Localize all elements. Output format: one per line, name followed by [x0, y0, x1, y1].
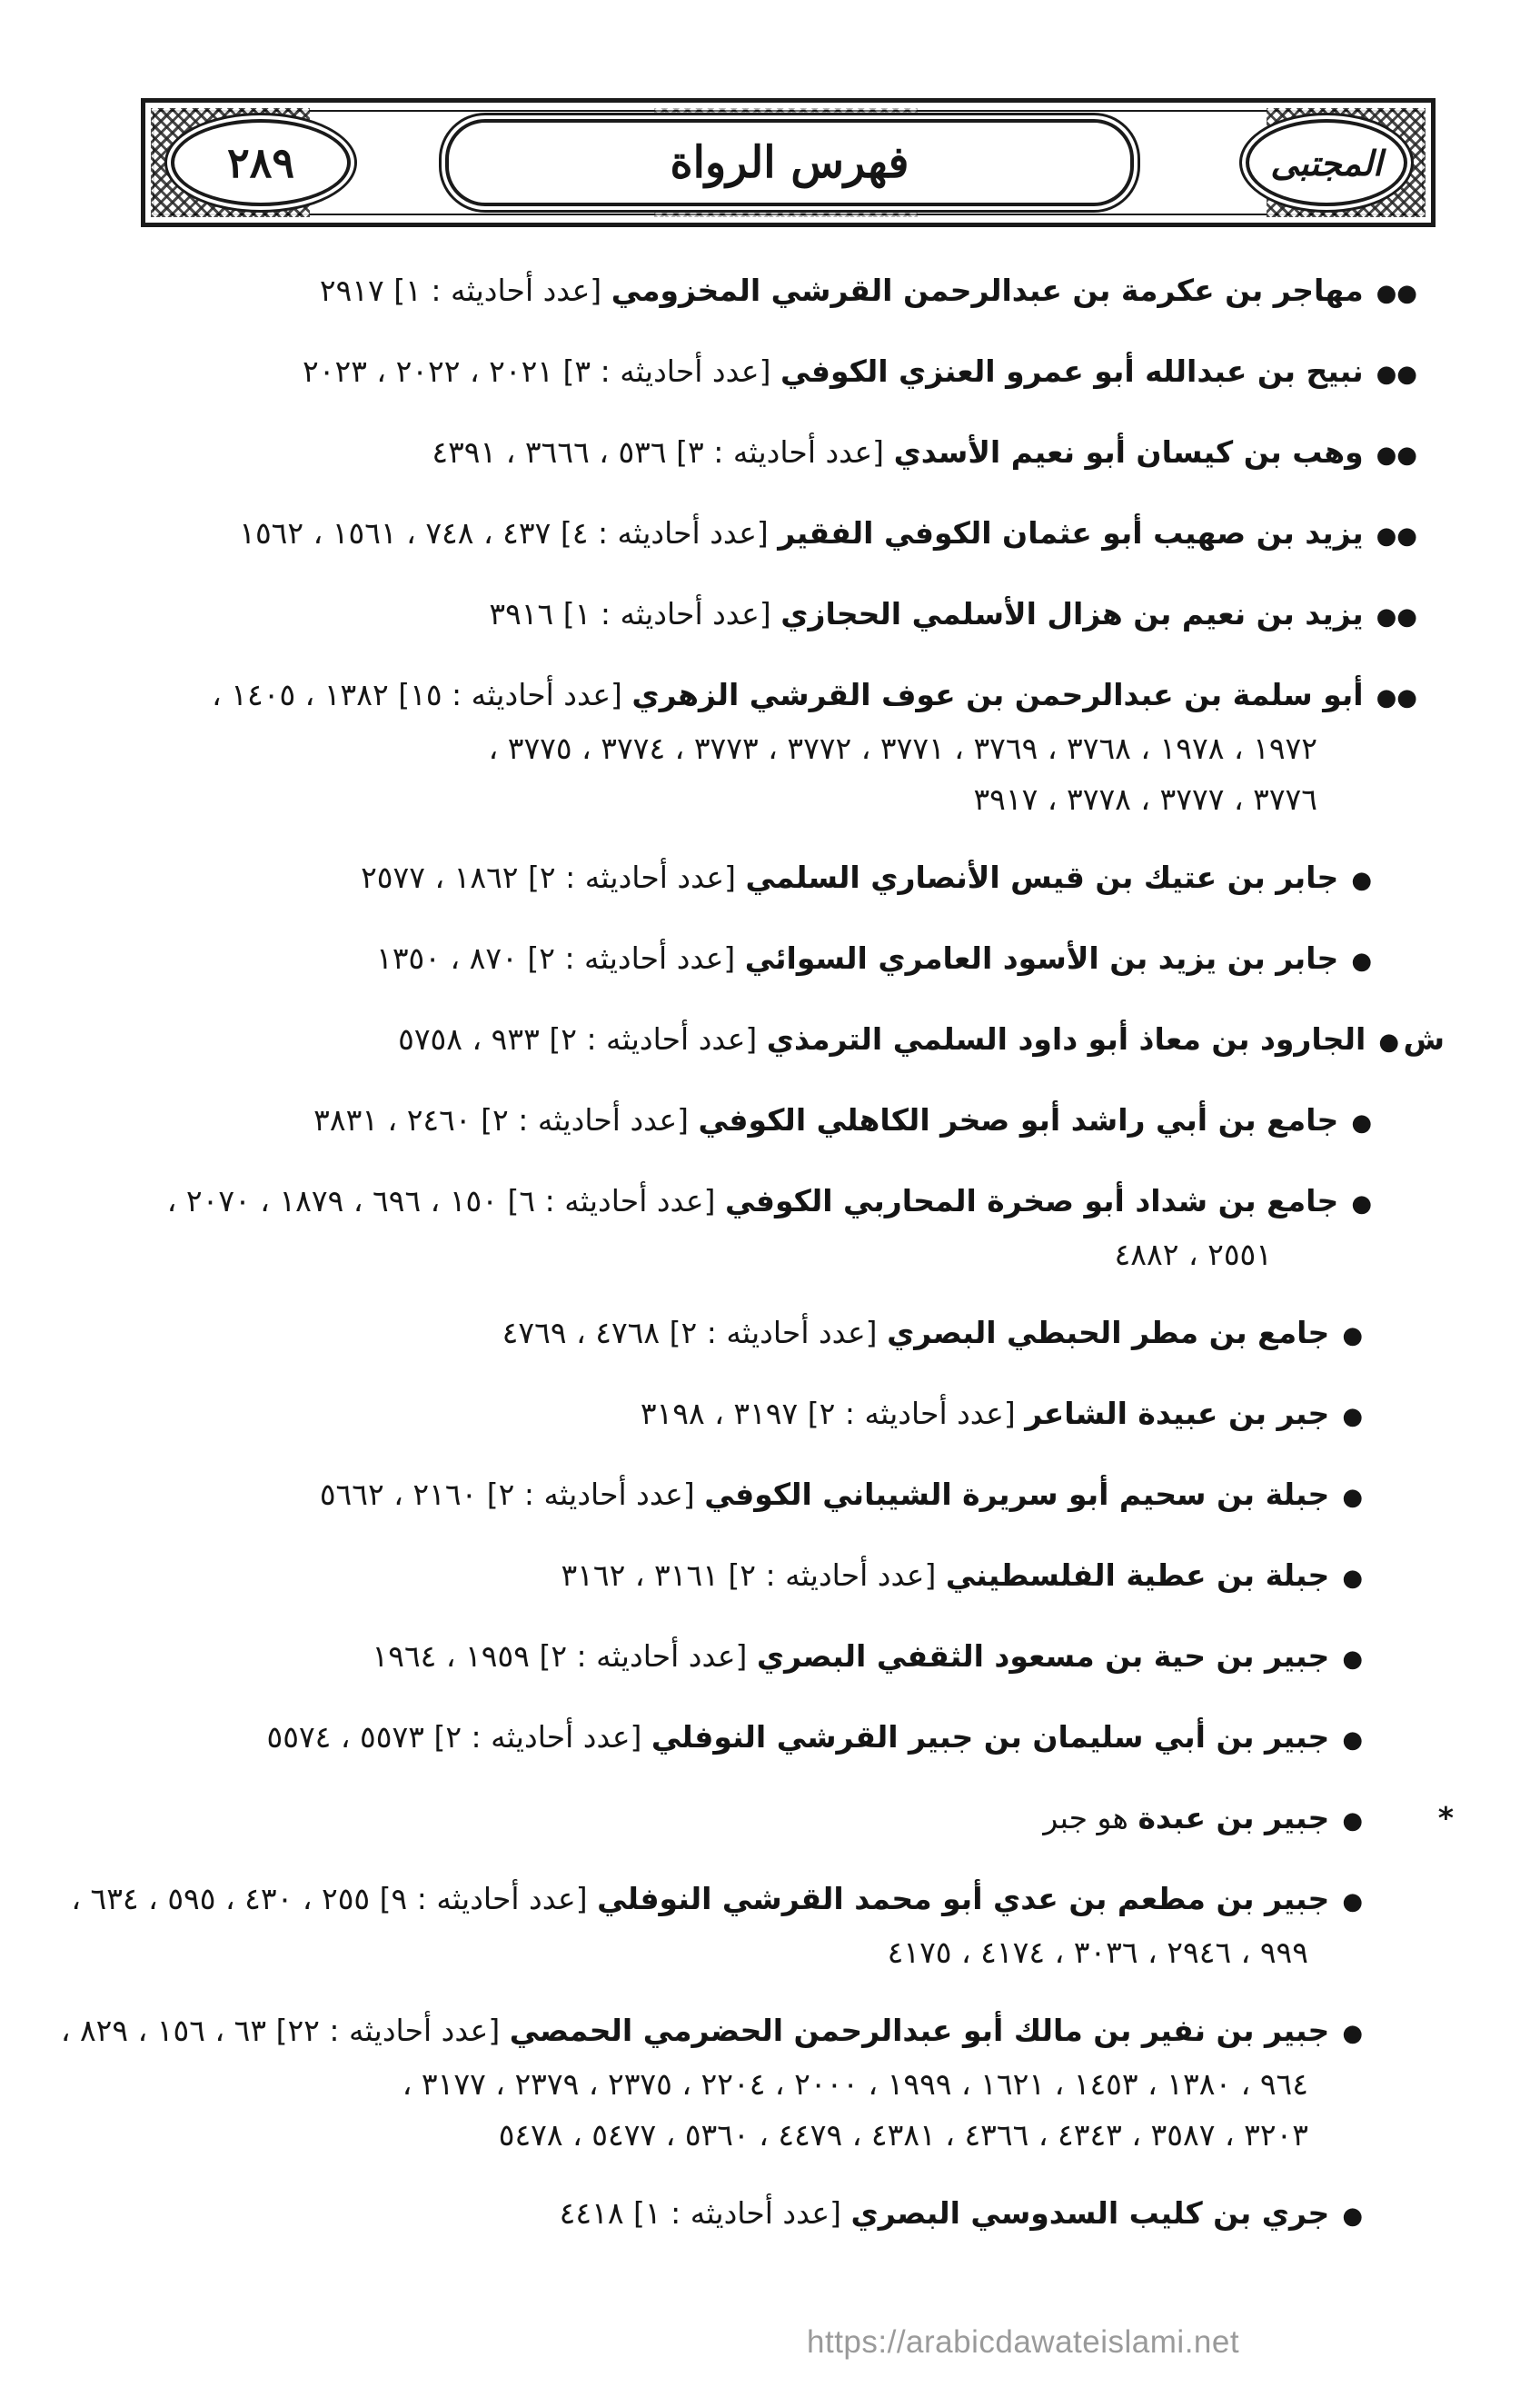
narrator-name: جبير بن مطعم بن عدي أبو محمد القرشي النوفلي: [597, 1881, 1330, 1916]
bullet-icon: ●●: [1376, 361, 1417, 388]
list-item: [109, 1712, 1417, 1765]
hadith-refs: ٨٧٠ ، ١٣٥٠: [376, 940, 518, 976]
hadith-count: [عدد أحاديثه : ١٥]: [398, 677, 622, 712]
hadith-count: [عدد أحاديثه : ٢]: [486, 1477, 695, 1512]
hadith-count: [عدد أحاديثه : ٢]: [528, 860, 736, 895]
narrator-index-list: [60, 265, 1454, 2269]
bullet-icon: ●: [1342, 1403, 1363, 1430]
list-item: [109, 589, 1417, 642]
hadith-refs: ٤٤١٨: [559, 2195, 624, 2231]
hadith-count: [عدد أحاديثه : ٤]: [560, 515, 769, 551]
list-item: [109, 670, 1417, 825]
list-item: [109, 1308, 1417, 1361]
page-header-banner: [141, 98, 1436, 227]
bullet-icon: ●●: [1376, 684, 1417, 711]
list-item: [109, 346, 1417, 400]
bullet-icon: ●●: [1376, 603, 1417, 631]
narrator-name: جبير بن حية بن مسعود الثقفي البصري: [756, 1638, 1330, 1674]
hadith-refs: ٩٣٣ ، ٥٧٥٨: [398, 1021, 540, 1057]
bullet-icon: ●●: [1376, 522, 1417, 550]
bullet-icon: ●: [1378, 1029, 1399, 1056]
hadith-refs: ٥٥٧٣ ، ٥٥٧٤: [266, 1719, 424, 1755]
narrator-name: نبيح بن عبدالله أبو عمرو العنزي الكوفي: [780, 353, 1364, 389]
hadith-refs: ٣١٦١ ، ٣١٦٢: [561, 1557, 719, 1593]
hadith-count: [عدد أحاديثه : ١]: [633, 2195, 841, 2231]
list-item: [109, 852, 1417, 906]
list-item: [109, 1095, 1417, 1149]
narrator-name: يزيد بن نعيم بن هزال الأسلمي الحجازي: [780, 596, 1364, 632]
bullet-icon: ●: [1351, 1109, 1372, 1137]
hadith-refs: ٤٧٦٨ ، ٤٧٦٩: [502, 1315, 661, 1350]
entry-marker: ش: [1403, 1021, 1445, 1057]
hadith-count: [عدد أحاديثه : ٢٢]: [275, 2013, 501, 2048]
page-number-cartouche: [171, 119, 351, 206]
bullet-icon: ●●: [1376, 280, 1417, 307]
narrator-name: وهب بن كيسان أبو نعيم الأسدي: [893, 434, 1364, 470]
bullet-icon: ●: [1342, 1726, 1363, 1754]
bullet-icon: ●●: [1376, 442, 1417, 469]
list-item: [109, 933, 1417, 987]
list-item: [109, 1014, 1445, 1068]
bullet-icon: ●: [1351, 867, 1372, 894]
narrator-name: جبير بن عبدة: [1138, 1800, 1330, 1835]
narrator-name: جبلة بن سحيم أبو سريرة الشيباني الكوفي: [704, 1477, 1330, 1512]
list-item: [109, 1550, 1417, 1604]
narrator-name: جامع بن شداد أبو صخرة المحاربي الكوفي: [724, 1183, 1339, 1218]
website-watermark: https://arabicdawateislami.net: [807, 2324, 1240, 2360]
hadith-refs: ٤٣٧ ، ٧٤٨ ، ١٥٦١ ، ١٥٦٢: [239, 515, 551, 551]
list-item: [109, 1176, 1417, 1280]
hadith-refs: ٢١٦٠ ، ٥٦٦٢: [319, 1477, 478, 1512]
narrator-name: مهاجر بن عكرمة بن عبدالرحمن القرشي المخزومي: [611, 273, 1364, 308]
narrator-name: جبير بن نفير بن مالك أبو عبدالرحمن الحضرمي الحمصي: [509, 2013, 1330, 2048]
narrator-name: جامع بن مطر الحبطي البصري: [887, 1315, 1330, 1350]
list-item: [109, 508, 1417, 562]
section-title: فهرس الرواة: [670, 137, 909, 188]
hadith-refs-continued: ٢٥٥١ ، ٤٨٨٢: [1114, 1237, 1272, 1272]
list-item: [109, 1388, 1417, 1442]
book-logo: المجتبى: [1270, 142, 1383, 184]
hadith-refs-continued: ٩٩٩ ، ٢٩٤٦ ، ٣٠٣٦ ، ٤١٧٤ ، ٤١٧٥: [887, 1934, 1308, 1970]
page-number: ٢٨٩: [226, 138, 295, 187]
list-item: [109, 1793, 1454, 1846]
hadith-count: [عدد أحاديثه : ٣]: [562, 353, 771, 389]
hadith-refs: ٢٥٥ ، ٤٣٠ ، ٥٩٥ ، ٦٣٤ ،: [71, 1881, 371, 1916]
bullet-icon: ●: [1351, 948, 1372, 975]
narrator-name: جري بن كليب السدوسي البصري: [850, 2195, 1330, 2231]
hadith-count: [عدد أحاديثه : ١]: [562, 596, 771, 632]
book-logo-cartouche: [1246, 119, 1407, 206]
narrator-name: جابر بن يزيد بن الأسود العامري السوائي: [744, 940, 1339, 976]
list-item: [109, 2188, 1417, 2242]
narrator-name: يزيد بن صهيب أبو عثمان الكوفي الفقير: [778, 515, 1364, 551]
hadith-refs: ٢٤٦٠ ، ٣٨٣١: [313, 1102, 472, 1138]
hadith-refs: ٢٠٢١ ، ٢٠٢٢ ، ٢٠٢٣: [303, 353, 554, 389]
bullet-icon: ●: [1342, 1565, 1363, 1592]
hadith-count: [عدد أحاديثه : ٢]: [807, 1396, 1016, 1431]
narrator-name: جبير بن أبي سليمان بن جبير القرشي النوفلي: [651, 1719, 1330, 1755]
hadith-count: [عدد أحاديثه : ٢]: [549, 1021, 758, 1057]
list-item: [109, 1631, 1417, 1685]
hadith-refs: ١٥٠ ، ٦٩٦ ، ١٨٧٩ ، ٢٠٧٠ ،: [166, 1183, 499, 1218]
hadith-count: [عدد أحاديثه : ٢]: [433, 1719, 642, 1755]
hadith-refs: ٣١٩٧ ، ٣١٩٨: [640, 1396, 799, 1431]
hadith-count: [عدد أحاديثه : ٩]: [379, 1881, 588, 1916]
bullet-icon: ●: [1342, 1484, 1363, 1511]
cross-reference-marker: *: [1437, 1800, 1454, 1835]
narrator-name: جبلة بن عطية الفلسطيني: [945, 1557, 1330, 1593]
bullet-icon: ●: [1342, 2020, 1363, 2047]
hadith-refs-continued: ٩٦٤ ، ١٣٨٠ ، ١٤٥٣ ، ١٦٢١ ، ١٩٩٩ ، ٢٠٠٠ ، ٢٢٠٤ ، ٢٣٧٥ ، ٢٣٧٩ ، ٣١٧٧ ،: [402, 2066, 1308, 2102]
hadith-refs: ١٩٥٩ ، ١٩٦٤: [372, 1638, 530, 1674]
narrator-name: جبر بن عبيدة الشاعر: [1025, 1396, 1330, 1431]
hadith-refs: ٥٣٦ ، ٣٦٦٦ ، ٤٣٩١: [432, 434, 667, 470]
list-item: [60, 2005, 1417, 2161]
hadith-count: [عدد أحاديثه : ١]: [393, 273, 602, 308]
hadith-count: [عدد أحاديثه : ٦]: [507, 1183, 716, 1218]
hadith-refs: ١٣٨٢ ، ١٤٠٥ ،: [212, 677, 389, 712]
hadith-count: [عدد أحاديثه : ٢]: [527, 940, 736, 976]
section-title-cartouche: [445, 119, 1134, 206]
hadith-count: [عدد أحاديثه : ٢]: [481, 1102, 690, 1138]
bullet-icon: ●: [1342, 1646, 1363, 1673]
list-item: [109, 427, 1417, 481]
hadith-count: [عدد أحاديثه : ٢]: [669, 1315, 878, 1350]
bullet-icon: ●: [1351, 1190, 1372, 1218]
narrator-name: جابر بن عتيك بن قيس الأنصاري السلمي: [745, 860, 1339, 895]
list-item: [109, 1469, 1417, 1523]
hadith-count: [عدد أحاديثه : ٢]: [728, 1557, 937, 1593]
hadith-refs-continued: ٣٢٠٣ ، ٣٥٨٧ ، ٤٣٤٣ ، ٤٣٦٦ ، ٤٣٨١ ، ٤٤٧٩ ، ٥٣٦٠ ، ٥٤٧٧ ، ٥٤٧٨: [498, 2117, 1308, 2153]
bullet-icon: ●: [1342, 1322, 1363, 1349]
hadith-refs: ٣٩١٦: [489, 596, 554, 632]
narrator-name: جامع بن أبي راشد أبو صخر الكاهلي الكوفي: [698, 1102, 1339, 1138]
narrator-name: الجارود بن معاذ أبو داود السلمي الترمذي: [766, 1021, 1366, 1057]
hadith-refs: ١٨٦٢ ، ٢٥٧٧: [361, 860, 519, 895]
hadith-count: [عدد أحاديثه : ٣]: [676, 434, 885, 470]
list-item: [71, 1874, 1417, 1978]
hadith-refs-continued: ١٩٧٢ ، ١٩٧٨ ، ٣٧٦٨ ، ٣٧٦٩ ، ٣٧٧١ ، ٣٧٧٢ ، ٣٧٧٣ ، ٣٧٧٤ ، ٣٧٧٥ ،: [488, 731, 1317, 766]
bullet-icon: ●: [1342, 1807, 1363, 1835]
bullet-icon: ●: [1342, 1888, 1363, 1915]
hadith-refs-continued: ٣٧٧٦ ، ٣٧٧٧ ، ٣٧٧٨ ، ٣٩١٧: [973, 781, 1317, 817]
list-item: [109, 265, 1417, 319]
hadith-refs: ٢٩١٧: [319, 273, 384, 308]
narrator-name: أبو سلمة بن عبدالرحمن بن عوف القرشي الزهري: [631, 677, 1364, 712]
hadith-refs: ٦٣ ، ١٥٦ ، ٨٢٩ ،: [60, 2013, 267, 2048]
hadith-count: [عدد أحاديثه : ٢]: [539, 1638, 748, 1674]
bullet-icon: ●: [1342, 2203, 1363, 2230]
cross-reference-note: هو جبر: [1043, 1800, 1128, 1835]
